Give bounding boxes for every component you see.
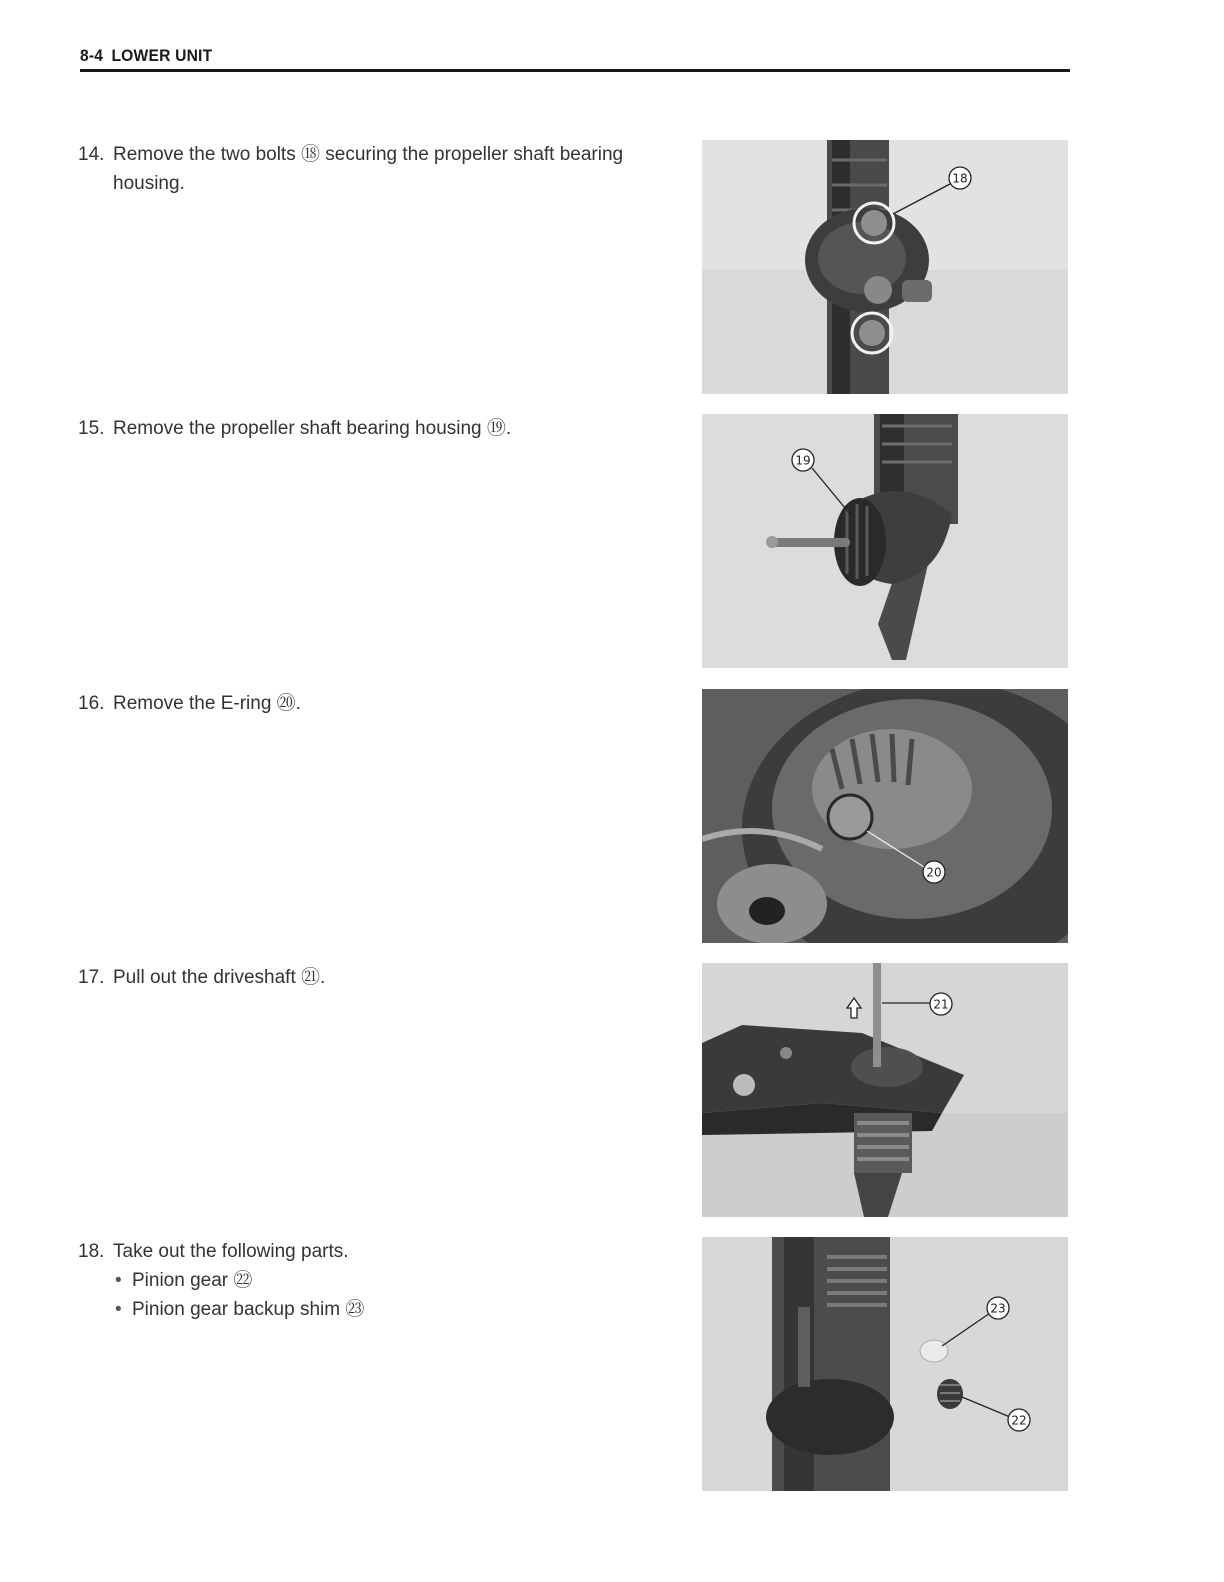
header-text: [80, 46, 212, 66]
step-text-continued: housing.: [113, 173, 185, 194]
callout-number: 20: [926, 865, 942, 880]
callout-number: 23: [990, 1301, 1006, 1316]
pinion-gear-image: [937, 1379, 963, 1409]
page-header: [80, 44, 1070, 74]
callout-label: [930, 993, 952, 1015]
list-item: • Pinion gear backup shim ㉓: [115, 1295, 678, 1324]
step-14: [78, 140, 678, 198]
callout-label: [987, 1297, 1009, 1319]
callout-number: 21: [933, 997, 949, 1012]
callout-number: 18: [952, 171, 968, 186]
step-number: 15.: [78, 418, 105, 439]
callout-label: [923, 861, 945, 883]
step-number: 17.: [78, 967, 105, 988]
parts-list: [78, 1266, 678, 1324]
step-16: [78, 689, 678, 718]
list-item: • Pinion gear ㉒: [115, 1266, 678, 1295]
step-text: Remove the propeller shaft bearing housing ⑲.: [113, 418, 512, 439]
photo-bearing-housing: [702, 414, 1068, 668]
step-text: Take out the following parts.: [113, 1241, 349, 1262]
step-15: [78, 414, 678, 443]
step-number: 18.: [78, 1241, 105, 1262]
section-title: LOWER UNIT: [111, 46, 213, 65]
step-17: [78, 963, 678, 992]
header-rule: [80, 69, 1070, 72]
page-number: 8-4: [80, 46, 104, 65]
photo-e-ring: [702, 689, 1068, 943]
callout-label: [1008, 1409, 1030, 1431]
step-text: Pull out the driveshaft ㉑.: [113, 967, 326, 988]
step-18: [78, 1237, 678, 1324]
photo-pinion-gear-shim: [702, 1237, 1068, 1491]
photo-bearing-housing-bolts: [702, 140, 1068, 394]
callout-number: 22: [1011, 1413, 1027, 1428]
step-text: Remove the two bolts ⑱ securing the propeller shaft bearing: [113, 144, 624, 165]
step-text: Remove the E-ring ⑳.: [113, 693, 301, 714]
step-number: 14.: [78, 144, 105, 165]
callout-number: 19: [795, 453, 811, 468]
callout-label: [949, 167, 971, 189]
step-number: 16.: [78, 693, 105, 714]
callout-label: [792, 449, 814, 471]
photo-driveshaft: [702, 963, 1068, 1217]
